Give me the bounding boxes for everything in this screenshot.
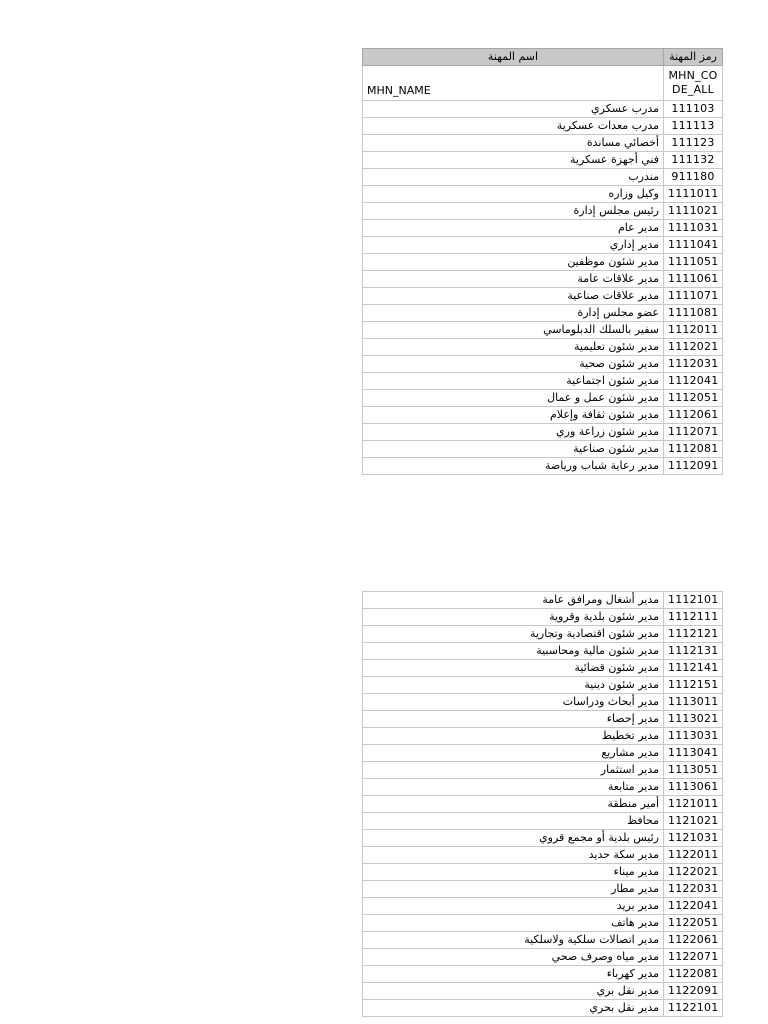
occupation-name: عضو مجلس إدارة (363, 305, 664, 322)
occupation-name: مدير رعاية شباب ورياضة (363, 458, 664, 475)
occupation-code: 111103 (664, 101, 723, 118)
occupation-name: مدرب عسكري (363, 101, 664, 118)
occupation-name: مدير استثمار (363, 762, 664, 779)
table-row (363, 322, 723, 339)
occupation-name: مدير شئون تعليمية (363, 339, 664, 356)
occupation-name: فني أجهزة عسكرية (363, 152, 664, 169)
table-row (363, 186, 723, 203)
occupation-code: 1121011 (664, 796, 723, 813)
occupation-code: 1111061 (664, 271, 723, 288)
occupation-code: 1113021 (664, 711, 723, 728)
occupation-code: 1112021 (664, 339, 723, 356)
table-row (363, 305, 723, 322)
table-row (363, 796, 723, 813)
occupation-name: مدير سكة حديد (363, 847, 664, 864)
occupation-code: 1112061 (664, 407, 723, 424)
occupation-code: 1122081 (664, 966, 723, 983)
occupation-code: 1112091 (664, 458, 723, 475)
table-row (363, 152, 723, 169)
occupation-code: 1111011 (664, 186, 723, 203)
occupation-code: 1113041 (664, 745, 723, 762)
occupation-code: 1112121 (664, 626, 723, 643)
table-row (363, 592, 723, 609)
table-row (363, 407, 723, 424)
occupation-name: مدير علاقات عامة (363, 271, 664, 288)
occupation-name: مدير إحصاء (363, 711, 664, 728)
header-occupation-name: اسم المهنة (363, 49, 664, 66)
table-row (363, 983, 723, 1000)
occupation-name: مدير علاقات صناعية (363, 288, 664, 305)
table-row (363, 101, 723, 118)
occupation-code: 1113011 (664, 694, 723, 711)
subheader-row (363, 66, 723, 101)
table-row (363, 932, 723, 949)
table-row (363, 458, 723, 475)
occupation-code: 1112111 (664, 609, 723, 626)
occupation-code: 1113051 (664, 762, 723, 779)
occupation-code: 1121021 (664, 813, 723, 830)
occupation-code: 111123 (664, 135, 723, 152)
occupation-code: 1112051 (664, 390, 723, 407)
occupation-code: 1112141 (664, 660, 723, 677)
table-row (363, 762, 723, 779)
occupation-code: 1111021 (664, 203, 723, 220)
occupation-name: مدير شئون مالية ومحاسبية (363, 643, 664, 660)
table-row (363, 390, 723, 407)
occupation-name: مدير هاتف (363, 915, 664, 932)
table-row (363, 135, 723, 152)
table-row (363, 373, 723, 390)
occupation-name: مدير شئون ثقافة وإعلام (363, 407, 664, 424)
table-row (363, 203, 723, 220)
occupation-code: 1122031 (664, 881, 723, 898)
table-row (363, 881, 723, 898)
occupation-code: 1112151 (664, 677, 723, 694)
occupation-name: مدير شئون عمل و عمال (363, 390, 664, 407)
occupation-name: مدير تخطيط (363, 728, 664, 745)
occupation-name: مدير شئون دينية (363, 677, 664, 694)
occupation-name: مدير متابعة (363, 779, 664, 796)
table-row (363, 694, 723, 711)
table-row (363, 898, 723, 915)
table-row (363, 966, 723, 983)
table-row (363, 1000, 723, 1017)
table-row (363, 237, 723, 254)
subheader-code: MHN_CODE_ALL (664, 66, 723, 101)
table-row (363, 864, 723, 881)
occupation-name: مدير أبحاث ودراسات (363, 694, 664, 711)
occupation-code: 1122071 (664, 949, 723, 966)
occupation-code: 1112081 (664, 441, 723, 458)
table-row (363, 847, 723, 864)
occupation-code: 1111051 (664, 254, 723, 271)
table-row (363, 169, 723, 186)
occupation-name: مدير شئون موظفين (363, 254, 664, 271)
table-row (363, 424, 723, 441)
occupation-name: مدير إداري (363, 237, 664, 254)
occupation-code: 1122051 (664, 915, 723, 932)
occupation-name: مدير شئون اقتصادية وتجارية (363, 626, 664, 643)
table-row (363, 745, 723, 762)
occupation-code: 1122021 (664, 864, 723, 881)
occupation-code: 1111041 (664, 237, 723, 254)
occupation-code: 111113 (664, 118, 723, 135)
occupation-name: أمير منطقة (363, 796, 664, 813)
occupation-name: سفير بالسلك الدبلوماسي (363, 322, 664, 339)
table-row (363, 271, 723, 288)
occupation-code: 1122101 (664, 1000, 723, 1017)
occupation-name: مدير شئون صناعية (363, 441, 664, 458)
occupation-code: 1122041 (664, 898, 723, 915)
table-row (363, 339, 723, 356)
subheader-name: MHN_NAME (363, 66, 664, 101)
occupation-name: مدير ميناء (363, 864, 664, 881)
table-row (363, 441, 723, 458)
occupation-code: 1122011 (664, 847, 723, 864)
table-row (363, 288, 723, 305)
occupation-code: 1122091 (664, 983, 723, 1000)
table-row (363, 660, 723, 677)
occupation-name: مدير نقل بري (363, 983, 664, 1000)
table-row (363, 254, 723, 271)
occupation-code: 1121031 (664, 830, 723, 847)
occupation-code: 1111081 (664, 305, 723, 322)
occupation-name: مدير اتصالات سلكية ولاسلكية (363, 932, 664, 949)
occupation-name: أخصائي مساندة (363, 135, 664, 152)
occupation-name: مدير أشغال ومرافق عامة (363, 592, 664, 609)
occupation-name: وكيل وزاره (363, 186, 664, 203)
occupation-code: 111132 (664, 152, 723, 169)
table-row (363, 779, 723, 796)
occupation-name: مدير نقل بحري (363, 1000, 664, 1017)
table-row (363, 356, 723, 373)
occupation-code: 1113061 (664, 779, 723, 796)
occupation-code: 1122061 (664, 932, 723, 949)
occupation-name: مدير كهرباء (363, 966, 664, 983)
header-row (363, 49, 723, 66)
occupation-name: مدير بريد (363, 898, 664, 915)
occupation-name: مدير مياه وصرف صحي (363, 949, 664, 966)
table-row (363, 949, 723, 966)
occupation-code: 1112131 (664, 643, 723, 660)
table-row (363, 915, 723, 932)
table-row (363, 609, 723, 626)
header-occupation-code: رمز المهنة (664, 49, 723, 66)
table-row (363, 626, 723, 643)
table-row (363, 728, 723, 745)
table-row (363, 220, 723, 237)
occupation-name: مدير شئون صحية (363, 356, 664, 373)
occupation-table-1 (362, 48, 723, 475)
occupation-name: رئيس بلدية أو مجمع قروي (363, 830, 664, 847)
table-row (363, 677, 723, 694)
occupation-code: 1111071 (664, 288, 723, 305)
occupation-code: 1111031 (664, 220, 723, 237)
table-row (363, 711, 723, 728)
occupation-name: مدير مشاريع (363, 745, 664, 762)
occupation-name: مدير شئون بلدية وقروية (363, 609, 664, 626)
table-row (363, 643, 723, 660)
table-row (363, 830, 723, 847)
occupation-name: مدير شئون اجتماعية (363, 373, 664, 390)
occupation-name: مدير عام (363, 220, 664, 237)
occupation-code: 1112101 (664, 592, 723, 609)
occupation-code: 911180 (664, 169, 723, 186)
occupation-code: 1113031 (664, 728, 723, 745)
table-row (363, 118, 723, 135)
occupation-name: مدير شئون زراعة وري (363, 424, 664, 441)
occupation-name: مندرب (363, 169, 664, 186)
occupation-name: مدير مطار (363, 881, 664, 898)
occupation-code: 1112071 (664, 424, 723, 441)
occupation-code: 1112031 (664, 356, 723, 373)
occupation-code: 1112041 (664, 373, 723, 390)
occupation-code: 1112011 (664, 322, 723, 339)
occupation-name: مدرب معدات عسكرية (363, 118, 664, 135)
table-row (363, 813, 723, 830)
occupation-name: رئيس مجلس إدارة (363, 203, 664, 220)
occupation-table-2 (362, 591, 723, 1017)
occupation-name: محافظ (363, 813, 664, 830)
occupation-name: مدير شئون قضائية (363, 660, 664, 677)
